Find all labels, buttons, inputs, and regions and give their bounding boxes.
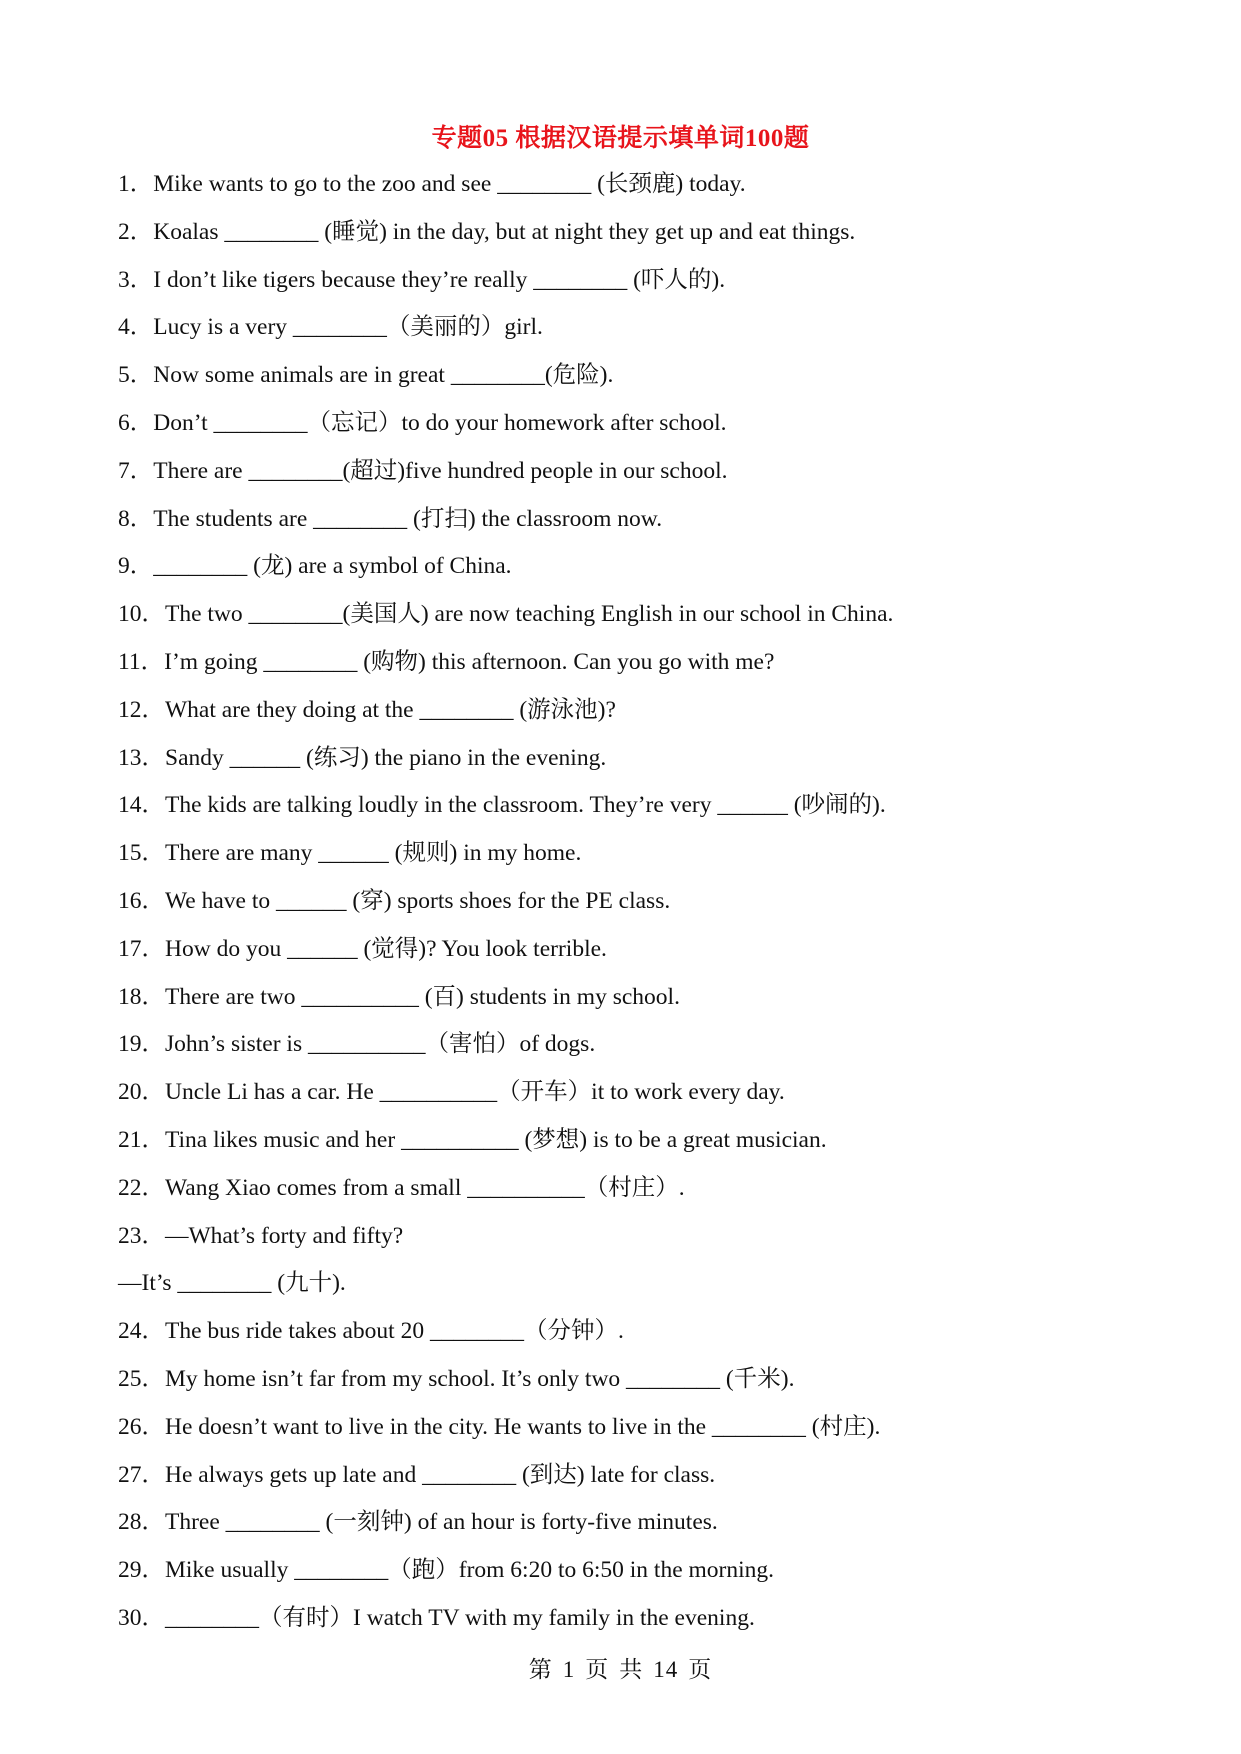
- footer-gong: 共: [619, 1657, 644, 1682]
- question-item: [118, 405, 1138, 453]
- question-number: 5．: [118, 362, 154, 389]
- question-text: He doesn’t want to live in the city. He wants to live in the ________ (村庄).: [165, 1413, 881, 1440]
- question-item: [118, 1265, 1138, 1313]
- question-item: [118, 309, 1138, 357]
- question-text: The students are ________ (打扫) the classroom now.: [153, 505, 663, 532]
- question-number: 9．: [118, 553, 154, 580]
- question-number: 19．: [118, 1031, 165, 1058]
- question-text: ________（有时）I watch TV with my family in the evening.: [165, 1604, 755, 1631]
- question-number: 7．: [118, 457, 154, 484]
- question-item: [118, 1026, 1138, 1074]
- question-number: 8．: [118, 505, 154, 532]
- question-text: What are they doing at the ________ (游泳池)?: [165, 696, 616, 723]
- question-text: My home isn’t far from my school. It’s only two ________ (千米).: [165, 1365, 795, 1392]
- question-number: 2．: [118, 218, 154, 245]
- question-item: [118, 979, 1138, 1027]
- question-number: 27．: [118, 1461, 165, 1488]
- question-list: [118, 166, 1138, 1648]
- question-item: [118, 596, 1138, 644]
- question-number: 28．: [118, 1509, 165, 1536]
- question-number: 3．: [118, 266, 154, 293]
- question-text: The kids are talking loudly in the classroom. They’re very ______ (吵闹的).: [165, 792, 886, 819]
- question-item: [118, 1218, 1138, 1266]
- question-text: Three ________ (一刻钟) of an hour is forty-five minutes.: [165, 1509, 718, 1536]
- question-text: Don’t ________（忘记）to do your homework after school.: [153, 409, 727, 436]
- question-number: 23．: [118, 1222, 165, 1249]
- question-item: [118, 692, 1138, 740]
- question-text: There are ________(超过)five hundred people in our school.: [153, 457, 728, 484]
- question-number: 10．: [118, 601, 165, 628]
- question-number: 16．: [118, 887, 165, 914]
- question-number: 18．: [118, 983, 165, 1010]
- question-number: 24．: [118, 1318, 165, 1345]
- question-text: Tina likes music and her __________ (梦想) is to be a great musician.: [165, 1126, 827, 1153]
- question-number: 29．: [118, 1557, 165, 1584]
- footer-page-number: 1: [562, 1657, 576, 1682]
- question-number: 30．: [118, 1604, 165, 1631]
- question-text: ________ (龙) are a symbol of China.: [153, 553, 512, 580]
- question-text: Now some animals are in great ________(危险).: [153, 362, 614, 389]
- question-text: The two ________(美国人) are now teaching English in our school in China.: [165, 601, 894, 628]
- question-number: 4．: [118, 314, 154, 341]
- question-text: The bus ride takes about 20 ________（分钟）.: [165, 1318, 624, 1345]
- question-number: 25．: [118, 1365, 165, 1392]
- question-item: [118, 1074, 1138, 1122]
- footer-total-pages: 14: [653, 1657, 679, 1682]
- footer-di: 第: [528, 1657, 553, 1682]
- question-item: [118, 1552, 1138, 1600]
- question-text: —What’s forty and fifty?: [165, 1222, 404, 1249]
- question-text: There are many ______ (规则) in my home.: [165, 840, 582, 867]
- question-item: [118, 1361, 1138, 1409]
- question-number: 22．: [118, 1174, 165, 1201]
- question-number: 17．: [118, 935, 165, 962]
- question-number: 14．: [118, 792, 165, 819]
- question-text: There are two __________ (百) students in my school.: [165, 983, 680, 1010]
- question-number: 15．: [118, 840, 165, 867]
- question-item: [118, 1313, 1138, 1361]
- question-text: I’m going ________ (购物) this afternoon. Can you go with me?: [164, 648, 775, 675]
- question-text: How do you ______ (觉得)? You look terrible.: [165, 935, 607, 962]
- question-number: 20．: [118, 1079, 165, 1106]
- question-item: [118, 548, 1138, 596]
- question-text: John’s sister is __________（害怕）of dogs.: [165, 1031, 596, 1058]
- question-item: [118, 835, 1138, 883]
- question-text: Mike usually ________（跑）from 6:20 to 6:50 in the morning.: [165, 1557, 775, 1584]
- question-item: [118, 501, 1138, 549]
- question-item: [118, 787, 1138, 835]
- question-number: 1．: [118, 171, 154, 197]
- question-item: [118, 1409, 1138, 1457]
- question-item: [118, 1122, 1138, 1170]
- question-number: 13．: [118, 744, 165, 771]
- question-text: Wang Xiao comes from a small __________（村庄）.: [165, 1174, 685, 1201]
- question-item: [118, 214, 1138, 262]
- question-item: [118, 883, 1138, 931]
- question-number: 26．: [118, 1413, 165, 1440]
- question-text: Lucy is a very ________（美丽的）girl.: [153, 314, 543, 341]
- question-text: Koalas ________ (睡觉) in the day, but at night they get up and eat things.: [153, 218, 856, 245]
- question-number: 21．: [118, 1126, 165, 1153]
- question-text: Uncle Li has a car. He __________（开车）it to work every day.: [165, 1079, 785, 1106]
- document-title: 专题05 根据汉语提示填单词100题: [431, 125, 810, 152]
- question-item: [118, 1457, 1138, 1505]
- question-item: [118, 262, 1138, 310]
- page-footer: [0, 1651, 1241, 1684]
- question-item: [118, 357, 1138, 405]
- question-number: 11．: [118, 648, 165, 675]
- question-text: I don’t like tigers because they’re really ________ (吓人的).: [153, 266, 726, 293]
- question-item: [118, 644, 1138, 692]
- footer-ye: 页: [585, 1657, 610, 1682]
- question-number: 12．: [118, 696, 165, 723]
- question-text: Sandy ______ (练习) the piano in the evening.: [165, 744, 607, 771]
- question-item: [118, 1504, 1138, 1552]
- question-number: 6．: [118, 409, 154, 436]
- question-text: He always gets up late and ________ (到达) late for class.: [165, 1461, 716, 1488]
- question-text: We have to ______ (穿) sports shoes for the PE class.: [165, 887, 671, 914]
- footer-ye-end: 页: [688, 1657, 713, 1682]
- question-item: [118, 453, 1138, 501]
- question-item: [118, 1170, 1138, 1218]
- question-text: —It’s ________ (九十).: [118, 1270, 346, 1297]
- question-text: Mike wants to go to the zoo and see ________ (长颈鹿) today.: [153, 171, 746, 197]
- question-item: [118, 166, 1138, 214]
- question-item: [118, 931, 1138, 979]
- question-item: [118, 1600, 1138, 1648]
- question-item: [118, 740, 1138, 788]
